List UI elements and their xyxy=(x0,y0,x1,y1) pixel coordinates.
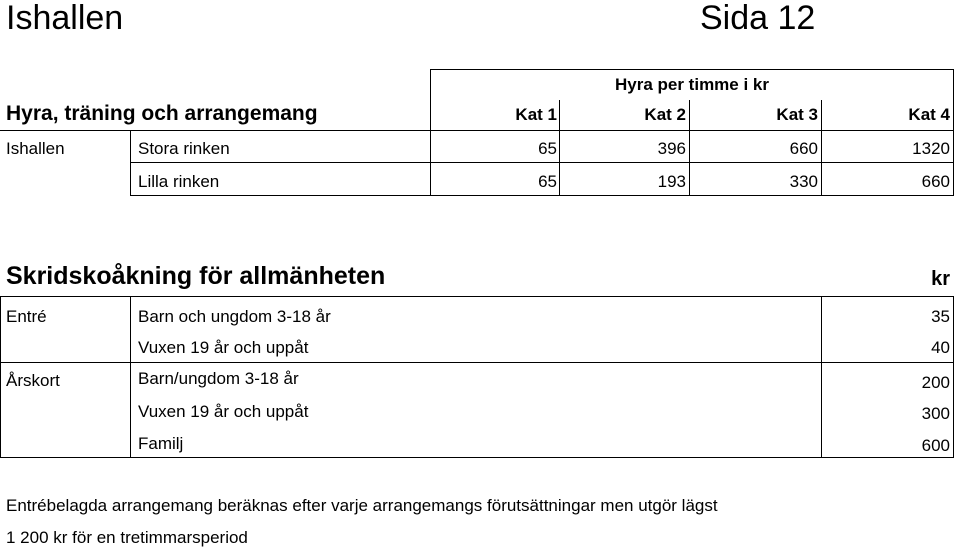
skating-row-label: Barn och ungdom 3-18 år xyxy=(138,307,331,326)
table-rule xyxy=(0,362,954,363)
table-rule xyxy=(430,69,431,196)
rental-row-label: Lilla rinken xyxy=(138,172,220,191)
table-cell: 300 xyxy=(921,404,950,423)
column-header-kat3: Kat 3 xyxy=(776,105,818,124)
table-rule xyxy=(821,296,822,458)
venue-label: Ishallen xyxy=(6,139,65,158)
table-cell: 200 xyxy=(921,373,950,392)
table-cell: 660 xyxy=(921,172,950,191)
skating-row-label: Barn/ungdom 3-18 år xyxy=(138,369,299,388)
table-cell: 35 xyxy=(931,307,950,326)
table-cell: 40 xyxy=(931,338,950,357)
table-rule xyxy=(130,296,131,458)
column-header-kat2: Kat 2 xyxy=(644,105,686,124)
skating-unit: kr xyxy=(931,268,950,290)
table-rule xyxy=(0,296,1,458)
table-rule xyxy=(130,195,954,196)
skating-row-label: Vuxen 19 år och uppåt xyxy=(138,402,309,421)
rental-row-label: Stora rinken xyxy=(138,139,230,158)
table-rule xyxy=(689,100,690,196)
table-cell: 660 xyxy=(789,139,818,158)
rental-group-header: Hyra per timme i kr xyxy=(614,75,769,94)
table-cell: 65 xyxy=(538,139,557,158)
table-cell: 65 xyxy=(538,172,557,191)
table-cell: 600 xyxy=(921,436,950,455)
table-rule xyxy=(953,69,954,196)
footnote-line-2: 1 200 kr för en tretimmarsperiod xyxy=(6,528,248,547)
table-cell: 330 xyxy=(789,172,818,191)
skating-group-label: Årskort xyxy=(6,371,60,390)
rental-section-title: Hyra, träning och arrangemang xyxy=(6,102,318,125)
table-rule xyxy=(130,162,954,163)
table-rule xyxy=(559,100,560,196)
table-rule xyxy=(0,130,954,131)
table-cell: 1320 xyxy=(912,139,950,158)
skating-group-label: Entré xyxy=(6,307,47,326)
table-rule xyxy=(130,130,131,196)
table-rule xyxy=(0,457,954,458)
column-header-kat1: Kat 1 xyxy=(515,105,557,124)
page-number: Sida 12 xyxy=(700,0,816,37)
skating-row-label: Vuxen 19 år och uppåt xyxy=(138,338,309,357)
skating-row-label: Familj xyxy=(138,434,184,453)
table-rule xyxy=(953,296,954,458)
skating-section-title: Skridskoåkning för allmänheten xyxy=(6,262,386,290)
table-cell: 396 xyxy=(657,139,686,158)
table-rule xyxy=(821,100,822,196)
page-title: Ishallen xyxy=(6,0,124,37)
table-rule xyxy=(0,296,954,297)
table-rule xyxy=(430,69,954,70)
column-header-kat4: Kat 4 xyxy=(908,105,950,124)
table-cell: 193 xyxy=(657,172,686,191)
footnote-line-1: Entrébelagda arrangemang beräknas efter varje arrangemangs förutsättningar men utgör lägst xyxy=(6,496,718,515)
